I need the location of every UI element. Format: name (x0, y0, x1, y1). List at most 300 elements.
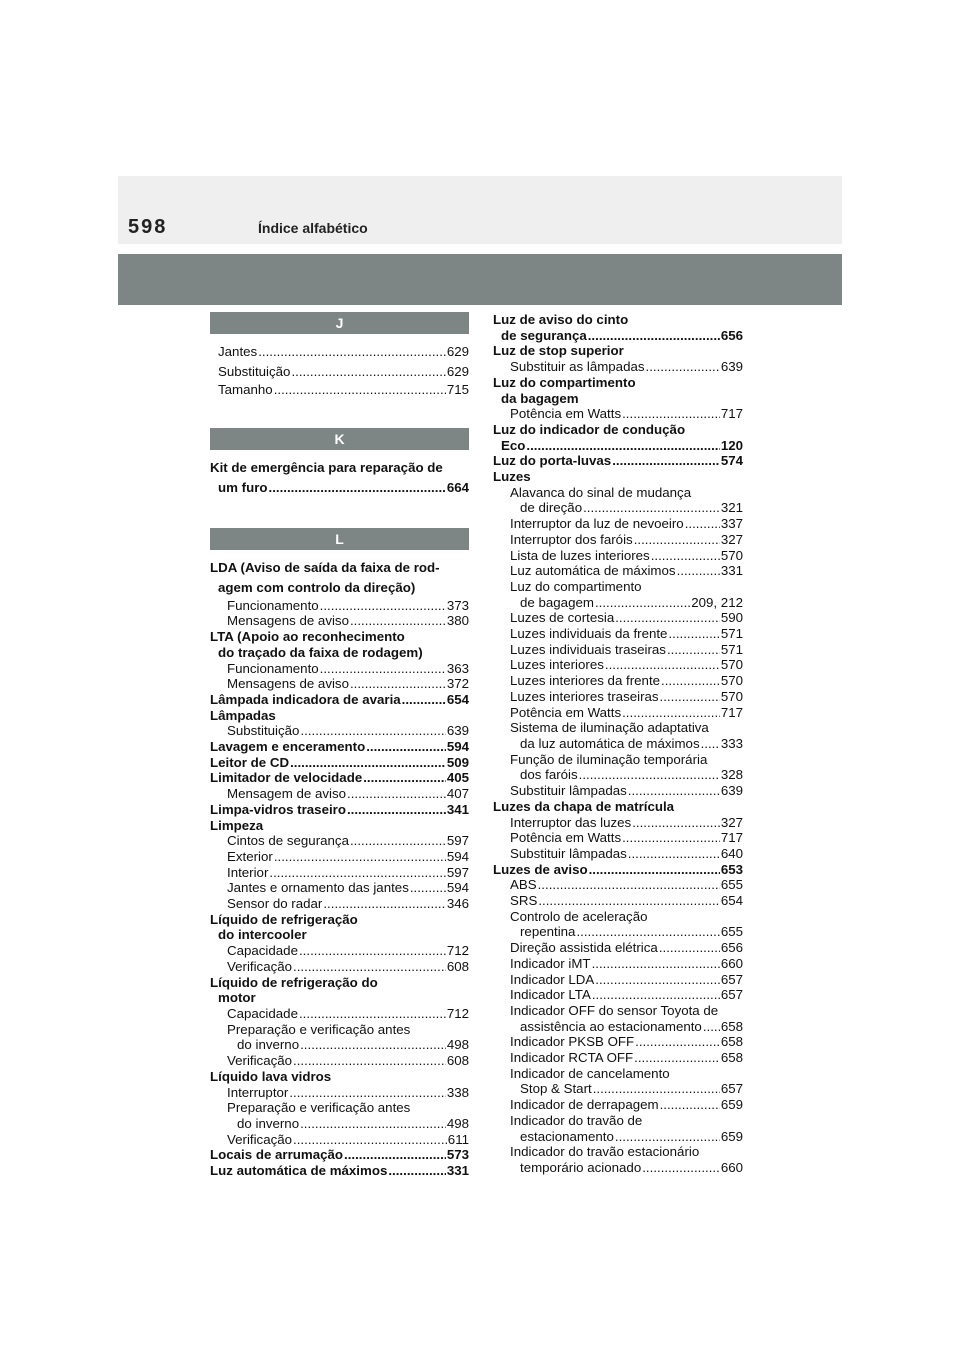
index-entry-page: 712 (446, 943, 469, 959)
index-entry-page: 498 (446, 1037, 469, 1053)
index-entry-term: Funcionamento (227, 597, 319, 613)
index-entry-page: 509 (446, 754, 469, 770)
index-entry-page: 608 (446, 1053, 469, 1069)
index-entry (493, 862, 743, 878)
dot-leader (344, 1147, 446, 1163)
index-entry-page: 660 (720, 955, 743, 971)
index-entry (210, 342, 469, 362)
index-entry-heading: Indicador do travão estacionário (510, 1144, 700, 1160)
index-entry (210, 1116, 469, 1132)
index-entry-term: Indicador PKSB OFF (510, 1034, 635, 1050)
index-entry-term: Indicador de derrapagem (510, 1097, 659, 1113)
dot-leader (632, 815, 720, 831)
index-entry-term: Verificação (227, 1053, 293, 1069)
index-entry-page: 337 (720, 516, 743, 532)
index-entry (210, 849, 469, 865)
dot-leader (289, 1085, 445, 1101)
dot-leader (661, 673, 720, 689)
index-entry-term: Substituir as lâmpadas (510, 359, 645, 375)
index-entry-page: 664 (446, 479, 469, 495)
index-entry-page: 658 (720, 1034, 743, 1050)
index-entry-heading: Kit de emergência para reparação de (210, 459, 443, 475)
index-entry-term: Cintos de segurança (227, 833, 349, 849)
index-entry-term: Stop & Start (520, 1081, 592, 1097)
index-entry (210, 598, 469, 614)
dot-leader (347, 786, 446, 802)
index-entry (493, 956, 743, 972)
dot-leader (300, 723, 445, 739)
index-entry (493, 563, 743, 579)
index-entry-heading: do traçado da faixa de rodagem) (218, 644, 423, 660)
dot-leader (635, 1034, 720, 1050)
index-entry (210, 676, 469, 692)
index-entry-page: 571 (720, 641, 743, 657)
dot-leader (410, 880, 446, 896)
index-entry-term: Interruptor das luzes (510, 814, 632, 830)
index-entry-term: Potência em Watts (510, 406, 622, 422)
index-entry-term: Interior (227, 864, 269, 880)
index-entry-page: 717 (720, 406, 743, 422)
dot-leader (615, 610, 720, 626)
index-entry-term: Indicador LDA (510, 971, 595, 987)
index-entry (210, 478, 469, 498)
index-entry (210, 1132, 469, 1148)
index-entry-term: Sensor do radar (227, 896, 323, 912)
index-entry-page: 654 (720, 893, 743, 909)
dot-leader (703, 1019, 720, 1035)
index-entry-term: Verificação (227, 1131, 293, 1147)
index-entry-term: Exterior (227, 848, 273, 864)
dot-leader (258, 342, 446, 362)
index-entry-term: temporário acionado (520, 1159, 642, 1175)
page-header (118, 176, 842, 244)
index-entry-term: Indicador RCTA OFF (510, 1050, 634, 1066)
dot-leader (615, 1129, 720, 1145)
index-entry-page: 640 (720, 845, 743, 861)
index-entry-heading: Luz do indicador de condução (493, 421, 686, 437)
dot-leader (538, 877, 720, 893)
dot-leader (588, 328, 720, 344)
index-entry-heading: Indicador do travão de (510, 1112, 643, 1128)
dot-leader (593, 1081, 720, 1097)
index-entry-page: 341 (446, 801, 469, 817)
index-entry-page: 657 (720, 987, 743, 1003)
index-entry-heading: LTA (Apoio ao reconhecimento (210, 629, 405, 645)
index-entry-page: 611 (447, 1131, 469, 1147)
index-entry-page: 639 (720, 359, 743, 375)
dot-leader (290, 755, 446, 771)
index-entry-heading: Preparação e verificação antes (227, 1021, 411, 1037)
index-entry-page: 120 (720, 437, 743, 453)
dot-leader (350, 613, 446, 629)
dot-leader (402, 692, 446, 708)
dot-leader (589, 862, 720, 878)
index-entry (210, 755, 469, 771)
dot-leader (668, 626, 719, 642)
index-entry (210, 786, 469, 802)
index-entry-page: 629 (446, 364, 469, 379)
index-entry (493, 987, 743, 1003)
index-entry-page: 597 (446, 864, 469, 880)
dot-leader (350, 676, 446, 692)
index-entry (210, 362, 469, 382)
index-entry (210, 833, 469, 849)
index-entry-heading: Preparação e verificação antes (227, 1100, 411, 1116)
index-entry-term: Leitor de CD (210, 754, 290, 770)
index-entry (493, 893, 743, 909)
index-entry-page: 405 (446, 770, 469, 786)
index-entry-heading: Indicador de cancelamento (510, 1065, 670, 1081)
index-entry-heading: agem com controlo da direção) (218, 579, 416, 595)
index-entry-term: Verificação (227, 958, 293, 974)
index-entry (493, 830, 743, 846)
index-entry-page: 373 (446, 597, 469, 613)
dot-leader (592, 956, 720, 972)
index-entry-term: Luzes de cortesia (510, 610, 615, 626)
dot-leader (526, 438, 719, 454)
index-entry (493, 359, 743, 375)
dot-leader (350, 833, 446, 849)
index-entry-page: 655 (720, 877, 743, 893)
index-entry-term: Lista de luzes interiores (510, 547, 650, 563)
index-entry-term: Luzes interiores da frente (510, 673, 661, 689)
dot-leader (299, 943, 446, 959)
dot-leader (677, 563, 720, 579)
index-entry (210, 692, 469, 708)
index-entry (493, 453, 743, 469)
index-entry (210, 613, 469, 629)
index-entry-page: 570 (720, 688, 743, 704)
index-entry (210, 896, 469, 912)
index-entry (493, 783, 743, 799)
index-entry (493, 736, 743, 752)
index-entry-page: 338 (446, 1084, 469, 1100)
index-entry (210, 1037, 469, 1053)
index-entry-term: Luzes de aviso (493, 861, 588, 877)
dot-leader (612, 453, 720, 469)
index-entry-heading: Luzes (493, 469, 531, 485)
index-entry (493, 705, 743, 721)
index-entry (493, 610, 743, 626)
index-entry-page: 639 (446, 723, 469, 739)
index-entry-heading: Lâmpadas (210, 707, 276, 723)
index-entry-page: 659 (720, 1128, 743, 1144)
index-entry (493, 548, 743, 564)
index-entry (493, 673, 743, 689)
index-entry (493, 1050, 743, 1066)
index-entry-page: 327 (720, 531, 743, 547)
dot-leader (634, 1050, 720, 1066)
index-entry-page: 372 (446, 676, 469, 692)
index-entry-page: 380 (446, 613, 469, 629)
index-entry (493, 767, 743, 783)
dot-leader (269, 865, 445, 881)
index-entry (210, 739, 469, 755)
index-entry (493, 532, 743, 548)
index-entry-page: 590 (720, 610, 743, 626)
index-entry-term: Locais de arrumação (210, 1147, 344, 1163)
dot-leader (274, 849, 446, 865)
index-entry-page: 656 (720, 940, 743, 956)
index-entry-page: 629 (446, 344, 469, 359)
index-entry (210, 865, 469, 881)
index-entry (493, 689, 743, 705)
index-entry-page: 570 (720, 673, 743, 689)
index-entry-page: 659 (720, 1097, 743, 1113)
index-entry (493, 1019, 743, 1035)
dot-leader (595, 972, 720, 988)
index-entry (493, 1129, 743, 1145)
index-entry (493, 924, 743, 940)
index-entry-page: 717 (720, 830, 743, 846)
index-entry-page: 346 (446, 896, 469, 912)
dot-leader (646, 359, 720, 375)
dot-leader (605, 657, 720, 673)
dot-leader (622, 406, 720, 422)
index-entry (210, 382, 469, 398)
index-entry-page: 654 (446, 691, 469, 707)
index-entry-heading: motor (218, 990, 256, 1006)
index-entry-term: repentina (520, 924, 576, 940)
index-entry (493, 972, 743, 988)
index-entry-page: 498 (446, 1115, 469, 1131)
index-entry-page: 594 (446, 739, 469, 755)
dot-leader (651, 548, 720, 564)
index-entry (493, 1081, 743, 1097)
dot-leader (291, 362, 445, 382)
index-entry-term: de segurança (501, 327, 587, 343)
dot-leader (274, 382, 446, 398)
dot-leader (293, 1132, 447, 1148)
index-entry-term: da luz automática de máximos (520, 735, 700, 751)
dot-leader (622, 705, 720, 721)
header-divider-bar (118, 254, 842, 305)
index-entry-term: Mensagens de aviso (227, 676, 349, 692)
index-entry (210, 1163, 469, 1179)
dot-leader (538, 893, 719, 909)
index-entry-page: 328 (720, 767, 743, 783)
index-entry-heading: Luzes da chapa de matrícula (493, 798, 675, 814)
index-entry (210, 1147, 469, 1163)
index-entry-term: Substituição (218, 364, 291, 379)
dot-leader (592, 987, 720, 1003)
index-entry-page: 573 (446, 1147, 469, 1163)
index-entry (493, 438, 743, 454)
index-entry (493, 1097, 743, 1113)
index-entry-term: SRS (510, 893, 538, 909)
index-entry (493, 846, 743, 862)
index-entry-term: Luz automática de máximos (510, 563, 676, 579)
index-entry-heading: Alavanca do sinal de mudança (510, 484, 692, 500)
index-entry (210, 880, 469, 896)
page-number: 598 (128, 216, 168, 238)
index-entry (493, 500, 743, 516)
index-entry-heading: Sistema de iluminação adaptativa (510, 720, 709, 736)
index-entry-page: 209, 212 (691, 594, 743, 610)
index-entry (493, 940, 743, 956)
index-entry-term: Tamanho (218, 382, 273, 397)
index-entry-page: 327 (720, 814, 743, 830)
index-entry-term: Interruptor dos faróis (510, 531, 633, 547)
index-entry (493, 406, 743, 422)
index-entry-page: 657 (720, 971, 743, 987)
dot-leader (320, 598, 446, 614)
index-entry (493, 328, 743, 344)
index-entry-term: Mensagem de aviso (227, 786, 346, 802)
index-entry-term: Luz do porta-luvas (493, 453, 612, 469)
index-entry-page: 570 (720, 547, 743, 563)
index-entry-term: Substituir lâmpadas (510, 783, 627, 799)
index-entry (210, 1006, 469, 1022)
index-entry-term: do inverno (237, 1115, 300, 1131)
dot-leader (299, 1006, 446, 1022)
index-entry (210, 1053, 469, 1069)
index-entry-page: 574 (720, 453, 743, 469)
index-column-right (493, 312, 743, 1176)
dot-leader (685, 516, 720, 532)
dot-leader (583, 500, 720, 516)
index-entry-term: Potência em Watts (510, 704, 622, 720)
dot-leader (622, 830, 720, 846)
dot-leader (634, 532, 720, 548)
index-entry (210, 943, 469, 959)
index-entry-heading: Luz do compartimento (510, 578, 642, 594)
dot-leader (320, 661, 446, 677)
dot-leader (388, 1163, 445, 1179)
index-entry-term: Interruptor (227, 1084, 289, 1100)
index-entry-heading: Controlo de aceleração (510, 908, 648, 924)
index-entry (210, 770, 469, 786)
dot-leader (300, 1037, 446, 1053)
dot-leader (366, 739, 446, 755)
index-entry (493, 1160, 743, 1176)
index-entry-term: Luzes individuais traseiras (510, 641, 666, 657)
index-entry-page: 657 (720, 1081, 743, 1097)
index-entry-heading: Luz de stop superior (493, 343, 624, 359)
index-entry-page: 331 (446, 1163, 469, 1179)
index-entry-page: 656 (720, 327, 743, 343)
index-entry-term: de bagagem (520, 594, 594, 610)
index-entry-term: de direção (520, 500, 583, 516)
index-entry-heading: Líquido lava vidros (210, 1068, 332, 1084)
index-entry-term: Indicador LTA (510, 987, 591, 1003)
section-title: Índice alfabético (258, 220, 368, 236)
index-entry (210, 959, 469, 975)
index-entry-term: Luz automática de máximos (210, 1163, 388, 1179)
index-letter-heading: J (210, 312, 469, 334)
index-entry-term: ABS (510, 877, 537, 893)
index-entry-page: 333 (720, 735, 743, 751)
index-entry (493, 877, 743, 893)
index-entry-term: Lavagem e enceramento (210, 739, 366, 755)
index-entry-term: Capacidade (227, 1005, 298, 1021)
index-entry-term: Funcionamento (227, 660, 319, 676)
index-entry-page: 407 (446, 786, 469, 802)
dot-leader (363, 770, 446, 786)
index-entry-page: 717 (720, 704, 743, 720)
index-entry-term: Substituir lâmpadas (510, 845, 627, 861)
index-entry-term: Eco (501, 437, 526, 453)
index-entry (493, 626, 743, 642)
index-entry-heading: da bagagem (501, 390, 579, 406)
index-entry-page: 594 (446, 848, 469, 864)
index-entry-heading: Luz do compartimento (493, 374, 636, 390)
index-entry (493, 642, 743, 658)
index-entry-term: Luzes individuais da frente (510, 626, 668, 642)
index-entry-page: 639 (720, 783, 743, 799)
index-entry-term: Interruptor da luz de nevoeiro (510, 516, 684, 532)
index-entry-heading: Função de iluminação temporária (510, 751, 708, 767)
index-entry (493, 657, 743, 673)
dot-leader (628, 783, 720, 799)
index-entry-page: 571 (720, 626, 743, 642)
index-entry (210, 1085, 469, 1101)
index-entry (493, 815, 743, 831)
index-entry-page: 597 (446, 833, 469, 849)
index-entry (210, 661, 469, 677)
index-entry (493, 595, 743, 611)
index-entry-page: 608 (446, 958, 469, 974)
dot-leader (660, 689, 720, 705)
dot-leader (642, 1160, 720, 1176)
dot-leader (293, 959, 446, 975)
index-entry-heading: Luz de aviso do cinto (493, 312, 629, 327)
dot-leader (660, 1097, 720, 1113)
index-entry-heading: Líquido de refrigeração do (210, 974, 378, 990)
index-entry-page: 715 (446, 382, 469, 397)
index-entry-page: 570 (720, 657, 743, 673)
index-entry-term: Substituição (227, 723, 300, 739)
index-entry-page: 655 (720, 924, 743, 940)
index-entry-term: Limpa-vidros traseiro (210, 801, 346, 817)
index-entry (493, 1034, 743, 1050)
index-entry-heading: Líquido de refrigeração (210, 911, 358, 927)
index-entry-term: Limitador de velocidade (210, 770, 363, 786)
dot-leader (347, 802, 446, 818)
index-column-left (210, 312, 469, 1179)
index-entry-heading: do intercooler (218, 927, 307, 943)
index-entry (210, 802, 469, 818)
dot-leader (269, 478, 446, 498)
index-entry-page: 321 (720, 500, 743, 516)
index-entry-heading: Limpeza (210, 817, 264, 833)
dot-leader (595, 595, 690, 611)
index-entry-heading: LDA (Aviso de saída da faixa de rod- (210, 559, 440, 575)
dot-leader (659, 940, 720, 956)
dot-leader (323, 896, 445, 912)
index-entry-term: Jantes e ornamento das jantes (227, 880, 409, 896)
dot-leader (628, 846, 720, 862)
dot-leader (293, 1053, 446, 1069)
index-letter-heading: K (210, 428, 469, 450)
index-entry-term: Potência em Watts (510, 830, 622, 846)
dot-leader (701, 736, 720, 752)
index-entry-term: Direção assistida elétrica (510, 940, 658, 956)
index-entry-term: Indicador iMT (510, 955, 591, 971)
index-entry-term: Lâmpada indicadora de avaria (210, 691, 401, 707)
index-entry-page: 712 (446, 1005, 469, 1021)
index-entry-page: 660 (720, 1159, 743, 1175)
dot-leader (579, 767, 720, 783)
index-entry-term: Jantes (218, 344, 258, 359)
index-entry-page: 653 (720, 861, 743, 877)
index-entry-term: do inverno (237, 1037, 300, 1053)
index-letter-heading: L (210, 528, 469, 550)
index-entry-term: assistência ao estacionamento (520, 1018, 702, 1034)
index-entry-page: 594 (446, 880, 469, 896)
index-entry-page: 363 (446, 660, 469, 676)
index-entry-term: um furo (218, 479, 268, 495)
